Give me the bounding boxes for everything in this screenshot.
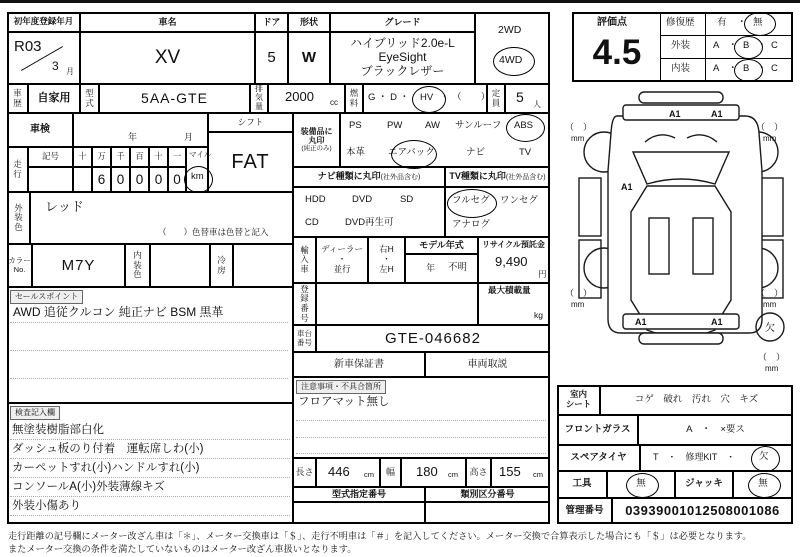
circle-mark-spare-missing: [751, 446, 780, 472]
shaken-month-label: 月: [184, 132, 194, 142]
displacement-value: 2000: [285, 89, 314, 104]
eval-divider: [705, 14, 706, 80]
damage-code-front-right: A1: [711, 109, 723, 119]
grade-header: グレード: [330, 12, 475, 32]
length-value: 446: [328, 464, 350, 479]
digit-cell: 0: [130, 167, 149, 192]
car-diagram: [553, 90, 797, 386]
digit-header: 十: [149, 147, 168, 167]
reg-month-value: 3: [52, 59, 59, 73]
score-value: 4.5: [592, 32, 642, 72]
fuel-label: 燃料: [345, 84, 363, 113]
inspection-line: ダッシュ板のり付着 運転席しわ(小): [10, 440, 290, 459]
model-year-cell: [405, 254, 478, 283]
dot: ・: [728, 63, 738, 74]
dot: ・: [757, 63, 767, 74]
spare-tire-missing: 欠: [759, 451, 769, 462]
digit-cell: 0: [111, 167, 130, 192]
digit-cell: [73, 167, 92, 192]
registration-label: 登録番号: [293, 283, 316, 325]
navi-type-header: ナビ種類に丸印(社外品含む): [293, 167, 445, 187]
damage-code-side-left: A1: [621, 182, 633, 192]
tools-label: 工具: [557, 471, 607, 498]
circle-mark-airbag: [391, 140, 437, 169]
navi-sd: SD: [400, 194, 414, 205]
navi-dvd: DVD: [352, 194, 373, 205]
equipment-label: 装備品に 丸印 (純正のみ): [293, 113, 340, 167]
fuel-options-post: ・ （ ）: [440, 92, 491, 103]
mileage-label: 走行: [7, 147, 28, 192]
fuel-hv: HV: [420, 92, 434, 103]
outer-top-border: [0, 0, 800, 3]
warranty-cell: 新車保証書: [293, 352, 425, 377]
control-number-value: 03939001012508001086: [612, 498, 793, 524]
width-value: 180: [416, 464, 438, 479]
repair-yes: 有: [717, 17, 727, 28]
equip-abs: ABS: [514, 120, 534, 131]
digit-header: 百: [130, 147, 149, 167]
circle-mark-km: [184, 166, 213, 193]
capacity-value: 5: [516, 89, 524, 105]
shaken-year-label: 年: [128, 132, 138, 142]
tread-bracket-tr: （ ）: [756, 122, 784, 132]
int-a: A: [713, 63, 720, 74]
reg-year-value: R03: [14, 38, 42, 55]
chassis-value: GTE-046682: [316, 325, 550, 352]
ext-b: B: [743, 40, 750, 51]
shape-value: W: [288, 32, 330, 84]
damage-code-front-left: A1: [669, 109, 681, 119]
digit-header: 十: [73, 147, 92, 167]
ruled-line: [296, 453, 546, 454]
int-b: B: [743, 63, 750, 74]
digit-header: 千: [111, 147, 130, 167]
tread-mm-tl: mm: [571, 134, 585, 143]
designation-number-header: 型式指定番号: [293, 487, 425, 502]
ac-label: 冷房: [210, 244, 233, 287]
score-label: 評価点: [597, 17, 627, 28]
classification-number-header: 類別区分番号: [425, 487, 550, 502]
grade-value: [330, 32, 475, 84]
model-year-value: 不明: [448, 262, 468, 273]
windshield-label: フロントガラス: [557, 415, 638, 445]
door-header: ドア: [255, 12, 288, 32]
circle-mark-abs: [506, 114, 545, 142]
tread-bracket-tl: （ ）: [565, 122, 593, 132]
seat-label: 室内 シート: [557, 385, 600, 415]
spare-tire-label: スペアタイヤ: [557, 445, 640, 471]
equip-navi: ナビ: [466, 147, 486, 158]
import-dealer-cell: ディーラー ・ 並行: [316, 237, 368, 283]
navi-dvd-play: DVD再生可: [345, 217, 394, 228]
repair-history-label: 修復歴: [666, 17, 695, 28]
tools-value: 無: [607, 471, 675, 498]
jack-value: 無: [733, 471, 793, 498]
tread-mm-tr: mm: [763, 134, 777, 143]
mileage-symbol-cell: [28, 167, 73, 192]
drive-4wd: 4WD: [499, 54, 523, 66]
circle-mark-hv: [412, 86, 446, 113]
digit-cell: 0: [168, 167, 186, 192]
ruled-line: [10, 378, 288, 379]
tread-bracket-br: （ ）: [756, 288, 784, 298]
import-handle-cell: 右H ・ 左H: [368, 237, 405, 283]
tv-type-header: TV種類に丸印(社外品含む): [445, 167, 550, 187]
manual-cell: 車両取説: [425, 352, 550, 377]
tv-full-seg: フルセグ: [452, 195, 490, 206]
model-code-value: 5AA-GTE: [99, 84, 250, 113]
body-color-label: 外装色: [7, 192, 30, 244]
seat-items: コゲ 破れ 汚れ 穴 キズ: [600, 385, 793, 415]
dot: ・: [757, 40, 767, 51]
shift-header: シフト: [208, 113, 293, 132]
drive-2wd: 2WD: [498, 24, 522, 36]
interior-color-label: 内装色: [125, 244, 150, 287]
shaken-label: 車検: [7, 113, 73, 147]
equip-sunroof: サンルーフ: [455, 120, 502, 131]
km-label: km: [191, 171, 204, 182]
door-value: 5: [255, 32, 288, 84]
navi-cd: CD: [305, 217, 319, 228]
digit-cell: 6: [92, 167, 111, 192]
interior-color-cell: [150, 244, 210, 287]
inspection-line: 無塗装樹脂部白化: [10, 421, 290, 440]
ruled-line: [10, 350, 288, 351]
ruled-line: [296, 437, 546, 438]
recycle-value: 9,490: [495, 254, 528, 269]
model-code-label: 型式: [80, 84, 99, 113]
equip-ps: PS: [349, 120, 362, 131]
height-unit: cm: [533, 470, 543, 479]
model-year-label: 年: [426, 263, 436, 273]
spare-tire-options: T ・ 修理KIT ・: [653, 452, 736, 462]
equip-tv: TV: [519, 147, 532, 158]
inspection-line: コンソールA(小)外装薄線キズ: [10, 478, 290, 497]
interior-label: 内装: [671, 63, 691, 74]
grade-line1: ハイブリッド2.0e-L EyeSight: [350, 36, 455, 65]
inspection-line: 外装小傷あり: [10, 497, 290, 516]
width-unit: cm: [448, 470, 458, 479]
equip-pw: PW: [387, 120, 403, 131]
model-year-header: モデル年式: [405, 237, 478, 254]
capacity-label: 定員: [487, 84, 505, 113]
color-no-label: カラー No.: [7, 244, 32, 287]
circle-mark-tools-none: [626, 473, 659, 498]
control-number-label: 管理番号: [557, 498, 612, 524]
reg-month-suffix: 月: [66, 67, 74, 76]
repair-no: 無: [753, 17, 763, 28]
inspection-line: カーペットすれ(小)ハンドルすれ(小): [10, 459, 290, 478]
circle-mark-4wd: [493, 47, 535, 76]
front-bumper: [639, 92, 723, 103]
displacement-unit: cc: [330, 98, 338, 107]
history-value: 自家用: [28, 84, 80, 113]
rear-bumper: [639, 333, 723, 344]
shift-value: FAT: [208, 132, 293, 192]
door-panel-right-front: [761, 178, 783, 236]
tread-bracket-bl: （ ）: [565, 288, 593, 298]
length-label: 長さ: [293, 458, 316, 487]
footer-note-line1: 走行距離の記号欄にメーター改ざん車は「＊」、メーター交換車は「＄」、走行不明車は「＃」を記入してください。メーター交換で合算表示した場合にも「＄」は必要となります。: [8, 531, 752, 541]
shape-header: 形状: [288, 12, 330, 32]
sales-point-text: AWD 追従クルコン 純正ナビ BSM 黒革: [13, 305, 224, 319]
width-label: 幅: [380, 458, 401, 487]
recycle-label: リサイクル預託金: [482, 240, 545, 249]
grade-line2: ブラックレザー: [360, 63, 445, 78]
circle-mark-interior-b: [734, 59, 763, 82]
tread-mm-bl: mm: [571, 300, 585, 309]
footer-note-line2: またメーター交換の条件を満たしていないものはメーター改ざん車扱いとなります。: [8, 544, 357, 554]
capacity-unit: 人: [533, 100, 541, 109]
max-load-unit: kg: [534, 310, 543, 320]
circle-mark-exterior-b: [734, 36, 763, 59]
fuel-options-pre: G ・ D ・: [368, 92, 410, 103]
registration-cell: [316, 283, 478, 325]
missing-part-mark: 欠: [765, 323, 775, 334]
max-load-label: 最大積載量: [488, 285, 531, 295]
jack-label: ジャッキ: [675, 471, 733, 498]
mile-label: マイル: [189, 150, 212, 159]
eval-divider: [661, 58, 792, 59]
eval-divider: [661, 35, 792, 36]
tv-analog: アナログ: [452, 219, 491, 230]
notes-tag: 注意事項・不具合箇所: [296, 380, 386, 394]
mileage-symbol-header: 記号: [28, 147, 73, 167]
classification-number-cell: [425, 502, 550, 524]
circle-mark-full-seg: [447, 189, 497, 218]
equip-leather: 本革: [346, 147, 366, 158]
reg-date-header: 初年度登録年月: [7, 12, 80, 32]
ext-c: C: [771, 40, 778, 51]
ac-cell: [233, 244, 293, 287]
dot: ・: [737, 17, 747, 28]
color-no-value: M7Y: [32, 244, 125, 287]
tread-mm-br2: mm: [765, 364, 779, 373]
int-c: C: [771, 63, 778, 74]
digit-cell: 0: [149, 167, 168, 192]
tread-mm-br: mm: [763, 300, 777, 309]
dot: ・: [728, 40, 738, 51]
notes-text: フロアマット無し: [298, 396, 390, 408]
damage-code-rear-left: A1: [635, 317, 647, 327]
tv-one-seg: ワンセグ: [500, 195, 539, 206]
inspection-tag: 検査記入欄: [10, 406, 60, 420]
chassis-label: 車台 番号: [293, 325, 316, 352]
ruled-line: [10, 322, 288, 323]
car-name-header: 車名: [80, 12, 255, 32]
eval-divider: [660, 14, 661, 80]
body-color-note: （ ）色替車は色替と記入: [158, 227, 269, 237]
equip-aw: AW: [425, 120, 440, 131]
ext-a: A: [713, 40, 720, 51]
height-value: 155: [499, 464, 521, 479]
history-label: 車歴: [7, 84, 28, 113]
door-panel-left-front: [579, 178, 601, 236]
displacement-label: 排気量: [250, 84, 268, 113]
body-color-value: レッド: [45, 199, 84, 214]
navi-hdd: HDD: [305, 194, 326, 205]
digit-header: 万: [92, 147, 111, 167]
circle-mark-repair-none: [744, 12, 776, 36]
circle-mark-jack-none: [748, 473, 781, 498]
digit-header: 一: [168, 147, 186, 167]
windshield-value: A ・ ×要ス: [638, 415, 793, 445]
damage-code-rear-right: A1: [711, 317, 723, 327]
capacity-cell: [505, 84, 550, 113]
tread-bracket-br2: （ ）: [758, 352, 786, 362]
import-label: 輸入車: [293, 237, 316, 283]
designation-number-cell: [293, 502, 425, 524]
sales-point-tag: セールスポイント: [10, 290, 83, 304]
recycle-unit: 円: [538, 269, 547, 279]
car-name-value: XV: [80, 32, 255, 84]
height-label: 高さ: [466, 458, 491, 487]
ruled-line: [296, 420, 546, 421]
equip-airbag: エアバック: [388, 147, 435, 158]
exterior-label: 外装: [671, 40, 691, 51]
length-unit: cm: [364, 470, 374, 479]
